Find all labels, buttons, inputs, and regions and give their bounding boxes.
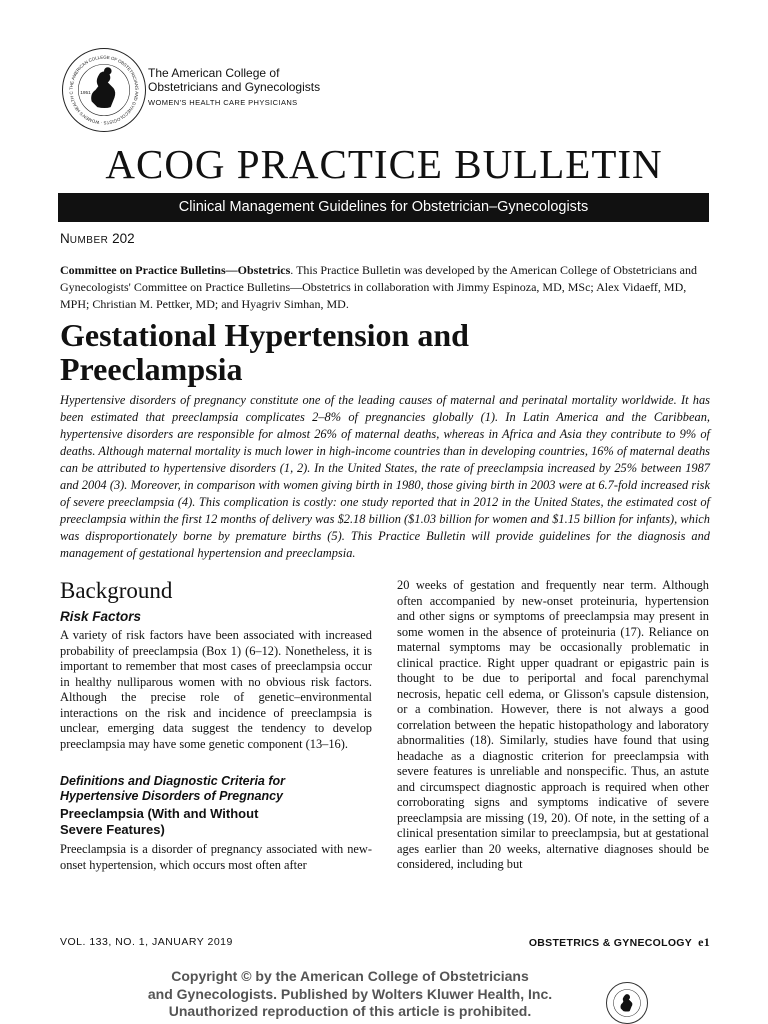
committee-name: Committee on Practice Bulletins—Obstetrics <box>60 263 291 277</box>
org-name-line1: The American College of <box>148 66 280 80</box>
number-value: 202 <box>112 231 135 246</box>
seal-figure-icon <box>66 52 142 128</box>
right-column <box>397 578 709 873</box>
article-title-line1: Gestational Hypertension and <box>60 317 469 353</box>
page-number: e1 <box>698 935 710 949</box>
preeclampsia-paragraph: Preeclampsia is a disorder of pregnancy associated with new-onset hypertension, which occurs most often after <box>60 842 372 872</box>
abstract: Hypertensive disorders of pregnancy constitute one of the leading causes of maternal and perinatal mortality worldwide. It has been estimated that preeclampsia complicates 2–8% of pregnancies globally (1). In Latin America and the Caribbean, hypertensive disorders are responsible for almost 26% of maternal deaths, whereas in Africa and Asia they contribute to 9% of deaths. Although maternal mortality is much lower in high-income countries than in developing countries, 16% of maternal deaths can be attributed to hypertensive disorders (1, 2). In the United States, the rate of preeclampsia increased by 25% between 1987 and 2004 (3). Moreover, in comparison with women giving birth in 1980, those giving birth in 2003 were at 6.7-fold increased risk of severe preeclampsia (4). This complication is costly: one study reported that in 2012 in the United States, the estimated cost of preeclampsia within the first 12 months of delivery was $2.18 billion ($1.03 billion for women and $1.15 billion for infants), which was disproportionately borne by premature births (5). This Practice Bulletin will provide guidelines for the diagnosis and management of gestational hypertension and preeclampsia. <box>60 393 710 560</box>
subheading-preeclampsia <box>60 806 372 838</box>
section-heading-background: Background <box>60 578 173 603</box>
org-tagline: WOMEN'S HEALTH CARE PHYSICIANS <box>148 98 298 107</box>
preeclampsia-heading-line1: Preeclampsia (With and Without <box>60 806 259 821</box>
footer-volume: VOL. 133, NO. 1, JANUARY 2019 <box>60 936 233 948</box>
copyright-line3: Unauthorized reproduction of this article is prohibited. <box>168 1003 532 1019</box>
left-column <box>60 578 372 873</box>
definitions-line2: Hypertensive Disorders of Pregnancy <box>60 789 283 803</box>
definitions-line1: Definitions and Diagnostic Criteria for <box>60 774 286 788</box>
right-column-paragraph: 20 weeks of gestation and frequently near term. Although often accompanied by new-onset proteinuria, hypertension and other signs or symptoms of preeclampsia may present in some women in the absence of proteinuria (17). Reliance on maternal symptoms may be occasionally problematic in clinical practice. Right upper quadrant or epigastric pain is thought to be due to periportal and focal parenchymal necrosis, hepatic cell edema, or Glisson's capsule distension, or a combination. However, there is not always a good correlation between the hepatic histopathology and laboratory abnormalities (18). Similarly, studies have found that using headache as a diagnostic criterion for preeclampsia with severe features is unreliable and nonspecific. Thus, an astute and circumspect diagnostic approach is required when other corroborating signs and symptoms indicative of severe preeclampsia are missing (19, 20). Of note, in the setting of a clinical presentation similar to preeclampsia, but at gestational ages earlier than 20 weeks, alternative diagnoses should be considered, including but <box>397 578 709 871</box>
copyright-notice <box>100 968 600 1021</box>
org-name-line2: Obstetricians and Gynecologists <box>148 80 321 94</box>
risk-factors-paragraph: A variety of risk factors have been associated with increased probability of preeclampsia (Box 1) (6–12). Nonetheless, it is important to remember that most cases of preeclampsia occur in healthy nulliparous women with no obvious risk factors. Although the precise role of genetic–environmental interactions on the risk and incidence of preeclampsia is unclear, emerging data suggest the tendency to develop preeclampsia may have some genetic component (13–16). <box>60 628 372 751</box>
footer-journal <box>529 935 710 950</box>
subheading-risk-factors: Risk Factors <box>60 609 142 624</box>
svg-text:1951: 1951 <box>80 90 91 96</box>
copyright-line1: Copyright © by the American College of Obstetricians <box>171 968 529 984</box>
number-label-cap: N <box>60 231 70 246</box>
copyright-line2: and Gynecologists. Published by Wolters Kluwer Health, Inc. <box>147 985 553 1002</box>
bulletin-number <box>60 231 135 246</box>
org-name <box>148 66 320 110</box>
svg-text:THE AMERICAN COLLEGE OF OBSTET: THE AMERICAN COLLEGE OF OBSTETRICIANS AND GYNECOLOGISTS · WOMEN'S HEALTH C <box>68 54 140 126</box>
guidelines-banner: Clinical Management Guidelines for Obstetrician–Gynecologists <box>58 193 709 222</box>
small-seal-icon <box>609 985 645 1021</box>
bulletin-title: ACOG PRACTICE BULLETIN <box>105 141 663 187</box>
committee-credits <box>60 262 710 313</box>
journal-name: OBSTETRICS & GYNECOLOGY <box>528 937 693 949</box>
committee-text: . This Practice Bulletin was developed by the American College of Obstetricians and Gynecologists' Committee on Practice Bulletins—Obstetrics in collaboration with Jimmy Espinoza, MD, MSc; Alex Vidaeff, MD, MPH; Christian M. Pettker, MD; and Hyagriv Simhan, MD. <box>60 263 697 311</box>
article-title <box>60 318 710 386</box>
acog-seal-logo <box>62 48 146 132</box>
small-acog-seal <box>606 982 648 1024</box>
subheading-definitions <box>60 774 372 804</box>
number-label-rest: UMBER <box>69 235 109 246</box>
preeclampsia-heading-line2: Severe Features) <box>60 822 165 837</box>
article-title-line2: Preeclampsia <box>60 351 243 387</box>
